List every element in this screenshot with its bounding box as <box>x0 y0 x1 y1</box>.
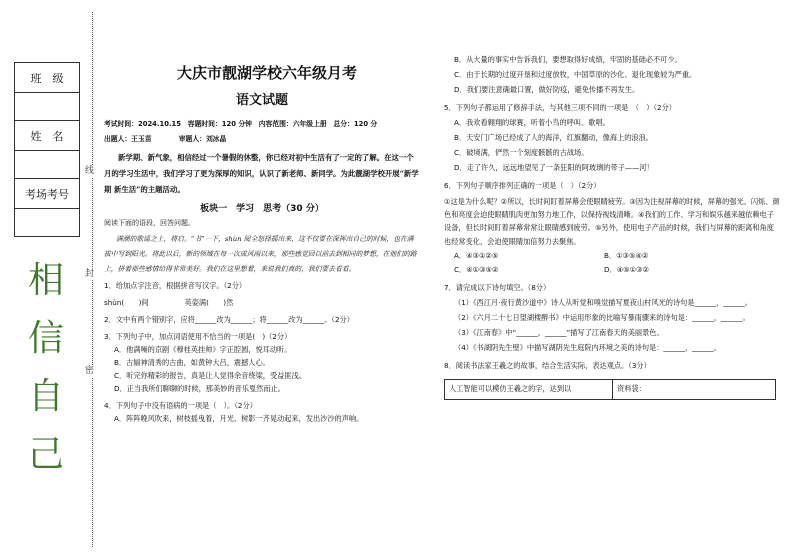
option: A．阵阵晚风吹来，树枝摇曳着，月光、树影一齐晃动起来，发出沙沙的声响。 <box>114 413 364 423</box>
question-6: 6．下列句子顺序排列正确的一项是（ ）（2分） <box>444 180 601 190</box>
question-1: 1．给加点字注音，根据拼音写汉字。（2分） <box>104 281 247 291</box>
option: B．古辐神清秀的古曲，如黄钟大吕，震撼人心。 <box>114 357 270 367</box>
option: A．他满噪的京剧《穆桂英挂帅》字正腔圆，悦耳动听。 <box>114 344 292 354</box>
student-info-table <box>14 62 80 237</box>
class-field[interactable] <box>15 93 80 121</box>
reading-passage: 满潮的歌谣之上，将启。“书”一下，shùn 阅全怒择摇出来，这不仅要在深挥出自己的时候，也在满拔中写到阳光。将此以后，新的领域在每一次成风雨以来，那些感觉回以前去到相同的梦想，在他们的路上，拼着那些感情给得非常美好。我们在这里想着，来说我们真的，我们要去看看。 <box>104 235 417 273</box>
option: C．听完你精彩的报告，真是让人觉得余音绕梁，受益匪浅。 <box>114 370 306 380</box>
option: B．从大量的事实中告诉我们，要想取得好成绩，牢固的基础必不可少。 <box>454 55 682 64</box>
motto-char: 信 <box>27 318 64 359</box>
option: D．④⑤①③② <box>604 265 649 275</box>
option: A．我欢看翱翔的球赛，听着小鸟的呼叫、歌唱。 <box>454 117 610 127</box>
motto-char: 自 <box>27 376 64 417</box>
class-label: 班 级 <box>15 63 80 93</box>
option: B．天安门广场已经成了人的海洋，红旗翻动，像海上的浪浪。 <box>454 132 653 142</box>
question-6-passage: ①这是为什么呢？②所以，长时间盯着屏幕会使眼睛疲劳。③因为注视屏幕的时候，屏幕的强光、闪烁、颜色和亮度会迫使眼睛肌肉更加努力地工作，以保持视线清晰。④我们的工作、学习和娱乐越来越依赖电子设备，但长时间盯着屏幕常常让眼睛感到疲劳。⑤另外，使用电子产品的时候，我们与屏幕的距离和角度也经常变化，会迫使眼睛加倍努力去聚焦。 <box>444 196 780 246</box>
option-row <box>444 264 780 277</box>
left-column <box>104 62 420 426</box>
right-column <box>444 52 780 400</box>
question-7: 7．请完成以下诗句填空。（8分） <box>444 283 551 293</box>
name-field[interactable] <box>15 151 80 179</box>
table-cell-materials: 资料袋： <box>613 379 776 399</box>
exam-subtitle: 语文试题 <box>235 93 288 109</box>
poem-fill: （3）《江南春》中“______，______”描写了江南春天的美丽景色。 <box>454 327 664 337</box>
question-3: 3．下列句子中，加点词语使用不恰当的一项是( )（2分） <box>104 332 292 342</box>
name-label: 姓 名 <box>15 121 80 151</box>
option: C．破境满，俨然一个刻度骸骸的古战场。 <box>454 147 589 157</box>
option: A．④③①②⑤ <box>454 250 499 260</box>
cut-char: 封 <box>85 269 95 279</box>
seat-label: 考场考号 <box>15 179 80 209</box>
seat-field[interactable] <box>15 209 80 237</box>
motto-char: 相 <box>27 260 64 301</box>
option: D．我们要注意确最口置，做好防疫，避免传播不再发生。 <box>454 84 640 94</box>
exam-title: 大庆市靓湖学校六年级月考 <box>176 64 357 82</box>
motto <box>26 252 66 484</box>
table-cell-prompt: 人工智能可以模仿王羲之的字，达到以 <box>445 379 613 399</box>
motto-char: 己 <box>27 434 64 475</box>
reading-lead: 阅读下面的语段，回答问题。 <box>104 219 195 228</box>
question-1-fill: shùn( )间 英姿满( )然 <box>104 298 234 308</box>
question-5: 5．下列句子都运用了修辞手法，与其他三项不同的一项是 （ ）（2分） <box>444 102 676 112</box>
question-8: 8．阅读书法家王羲之的故事，结合生活实际，表达观点。（3分） <box>444 360 651 370</box>
answer-table <box>444 379 776 400</box>
option: C．④①③⑤② <box>454 265 499 275</box>
cut-char: 密 <box>85 366 95 376</box>
poem-fill: （1）《西江月·夜行黄沙道中》诗人从听觉和嗅觉描写夏夜山村风光的诗句是______，______。 <box>454 297 752 307</box>
option-row <box>444 250 780 263</box>
cut-char: 线 <box>85 166 95 176</box>
option: B．①③⑤④② <box>604 250 649 260</box>
option: D．正当我所们聊聊的时候，那美妙的音乐戛然而止。 <box>114 383 285 393</box>
question-2: 2．文中有两个错别字，应将______改为______；将______改为______。（2分） <box>104 315 354 325</box>
question-4: 4．下列句子中没有语病的一项是（ ）。（2分） <box>104 400 257 410</box>
exam-meta: 考试时间：2024.10.15 容题时间：120 分钟 内容范围：六年级上册 总分：120 分 <box>104 120 378 129</box>
intro-paragraph: 新学期、新气象，相信经过一个暑假的休整，你已经对初中生活有了一定的了解。在这一个月的学习生活中，我们学习了更为深厚的知识，认识了新老师、新同学。为此靓湖学校开展“新学期 新生活”的主题活动。 <box>104 153 419 194</box>
option: D．走了许久，远远地望见了一条狂阳的阿玻璃的带子——河！ <box>454 162 654 172</box>
option: C．由于长期的过度开垦和过度放牧，中国草原的沙化、退化现象较为严重。 <box>454 69 697 79</box>
section-title: 板块一 学习 思考（30 分） <box>200 204 324 215</box>
poem-fill: （4）《书湖阴先生壁》中描写湖阴先生庭院内环境之美的诗句是：______，______。 <box>454 342 721 352</box>
exam-authors: 出题人：王玉苗 审题人：刘冰晶 <box>104 134 227 143</box>
poem-fill: （2）《六月二十七日望湖楼醉书》中运用形象的比喻写暴雨骤来的诗句是：______，______。 <box>454 312 750 322</box>
